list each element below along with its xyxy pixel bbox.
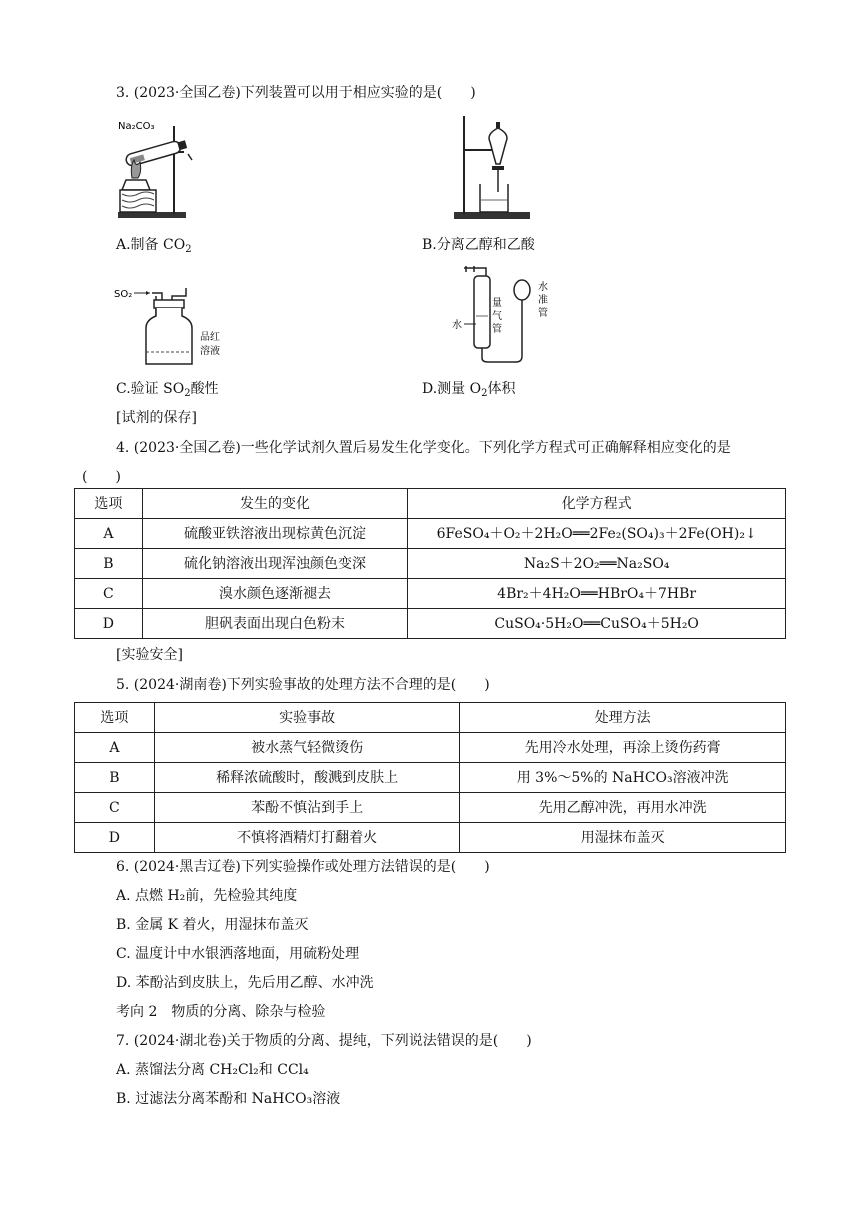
- row-option: B: [75, 549, 143, 579]
- table-row: [75, 823, 786, 853]
- figure-d-level-label-3: 管: [538, 308, 548, 319]
- figure-a-heating-apparatus: [112, 116, 194, 222]
- row-accident: 苯酚不慎沾到手上: [154, 793, 460, 823]
- row-equation: CuSO₄·5H₂O══CuSO₄＋5H₂O: [408, 609, 786, 639]
- header-option: 选项: [75, 489, 143, 519]
- topic-2-heading: 考向 2 物质的分离、除杂与检验: [116, 1004, 326, 1020]
- q6-stem: 6. (2024·黑吉辽卷)下列实验操作或处理方法错误的是( ): [116, 859, 490, 875]
- row-option: D: [75, 609, 143, 639]
- figure-d-tube-label-3: 管: [492, 324, 502, 335]
- header-equation: 化学方程式: [408, 489, 786, 519]
- figure-c-solution-label-2: 溶液: [200, 346, 220, 357]
- figure-b-separatory-funnel: [450, 112, 534, 224]
- row-change: 胆矾表面出现白色粉末: [142, 609, 408, 639]
- row-option: A: [75, 733, 155, 763]
- row-accident: 稀释浓硫酸时，酸溅到皮肤上: [154, 763, 460, 793]
- row-change: 硫酸亚铁溶液出现棕黄色沉淀: [142, 519, 408, 549]
- table-row: [75, 733, 786, 763]
- table-row: [75, 793, 786, 823]
- table-header-row: [75, 703, 786, 733]
- table-row: [75, 609, 786, 639]
- figure-c-solution-label-1: 品红: [200, 332, 220, 343]
- header-change: 发生的变化: [142, 489, 408, 519]
- table-row: [75, 519, 786, 549]
- q5-table: [74, 702, 786, 853]
- figure-d-water-label: 水: [452, 320, 462, 331]
- q3-option-d: D.测量 $O_2$体积: [422, 381, 516, 399]
- figure-c-gas-label: SO₂: [114, 289, 133, 300]
- row-equation: 4Br₂＋4H₂O══HBrO₄＋7HBr: [408, 579, 786, 609]
- q6-option-b: B. 金属 K 着火，用湿抹布盖灭: [116, 917, 309, 933]
- q3-option-c: C.验证 $SO_2$酸性: [116, 381, 219, 399]
- q4-stem-line2: ( ): [82, 469, 121, 485]
- q5-stem: 5. (2024·湖南卷)下列实验事故的处理方法不合理的是( ): [116, 677, 490, 693]
- table-row: [75, 579, 786, 609]
- table-header-row: [75, 489, 786, 519]
- q7-option-b: B. 过滤法分离苯酚和 NaHCO₃溶液: [116, 1091, 341, 1107]
- row-equation: 6FeSO₄＋O₂＋2H₂O══2Fe₂(SO₄)₃＋2Fe(OH)₂↓: [408, 519, 786, 549]
- row-accident: 不慎将酒精灯打翻着火: [154, 823, 460, 853]
- figure-a-reagent-label: Na₂CO₃: [118, 121, 155, 132]
- section-safety-heading: [实验安全]: [116, 647, 183, 663]
- figure-d-tube-label-2: 气: [492, 311, 502, 322]
- q7-option-a: A. 蒸馏法分离 CH₂Cl₂和 CCl₄: [116, 1062, 309, 1078]
- row-equation: Na₂S＋2O₂══Na₂SO₄: [408, 549, 786, 579]
- figure-c-gas-washing-bottle: [112, 282, 220, 368]
- row-option: D: [75, 823, 155, 853]
- figure-d-tube-label-1: 量: [492, 298, 502, 309]
- row-option: C: [75, 793, 155, 823]
- q6-option-d: D. 苯酚沾到皮肤上，先后用乙醇、水冲洗: [116, 975, 374, 991]
- row-change: 溴水颜色逐渐褪去: [142, 579, 408, 609]
- header-accident: 实验事故: [154, 703, 460, 733]
- section-storage-heading: [试剂的保存]: [116, 410, 197, 426]
- q3-option-a: A.制备 $CO_2$: [116, 237, 192, 255]
- row-accident: 被水蒸气轻微烫伤: [154, 733, 460, 763]
- row-method: 用 3%～5%的 NaHCO₃溶液冲洗: [460, 763, 786, 793]
- q3-stem: 3. (2023·全国乙卷)下列装置可以用于相应实验的是( ): [116, 85, 476, 101]
- q6-option-c: C. 温度计中水银洒落地面，用硫粉处理: [116, 946, 360, 962]
- figure-d-gas-burette: [446, 262, 558, 368]
- q3-option-b: B.分离乙醇和乙酸: [422, 237, 535, 253]
- q6-option-a: A. 点燃 H₂前，先检验其纯度: [116, 888, 298, 904]
- table-row: [75, 763, 786, 793]
- q7-stem: 7. (2024·湖北卷)关于物质的分离、提纯，下列说法错误的是( ): [116, 1033, 532, 1049]
- figure-d-level-label-1: 水: [538, 282, 548, 293]
- header-method: 处理方法: [460, 703, 786, 733]
- row-option: A: [75, 519, 143, 549]
- q4-table: [74, 488, 786, 639]
- row-option: B: [75, 763, 155, 793]
- header-option: 选项: [75, 703, 155, 733]
- figure-d-level-label-2: 准: [538, 295, 548, 306]
- row-method: 先用乙醇冲洗，再用水冲洗: [460, 793, 786, 823]
- q4-stem-line1: 4. (2023·全国乙卷)一些化学试剂久置后易发生化学变化。下列化学方程式可正确解释相应变化的是: [116, 440, 731, 456]
- row-method: 先用冷水处理，再涂上烫伤药膏: [460, 733, 786, 763]
- table-row: [75, 549, 786, 579]
- row-change: 硫化钠溶液出现浑浊颜色变深: [142, 549, 408, 579]
- row-method: 用湿抹布盖灭: [460, 823, 786, 853]
- row-option: C: [75, 579, 143, 609]
